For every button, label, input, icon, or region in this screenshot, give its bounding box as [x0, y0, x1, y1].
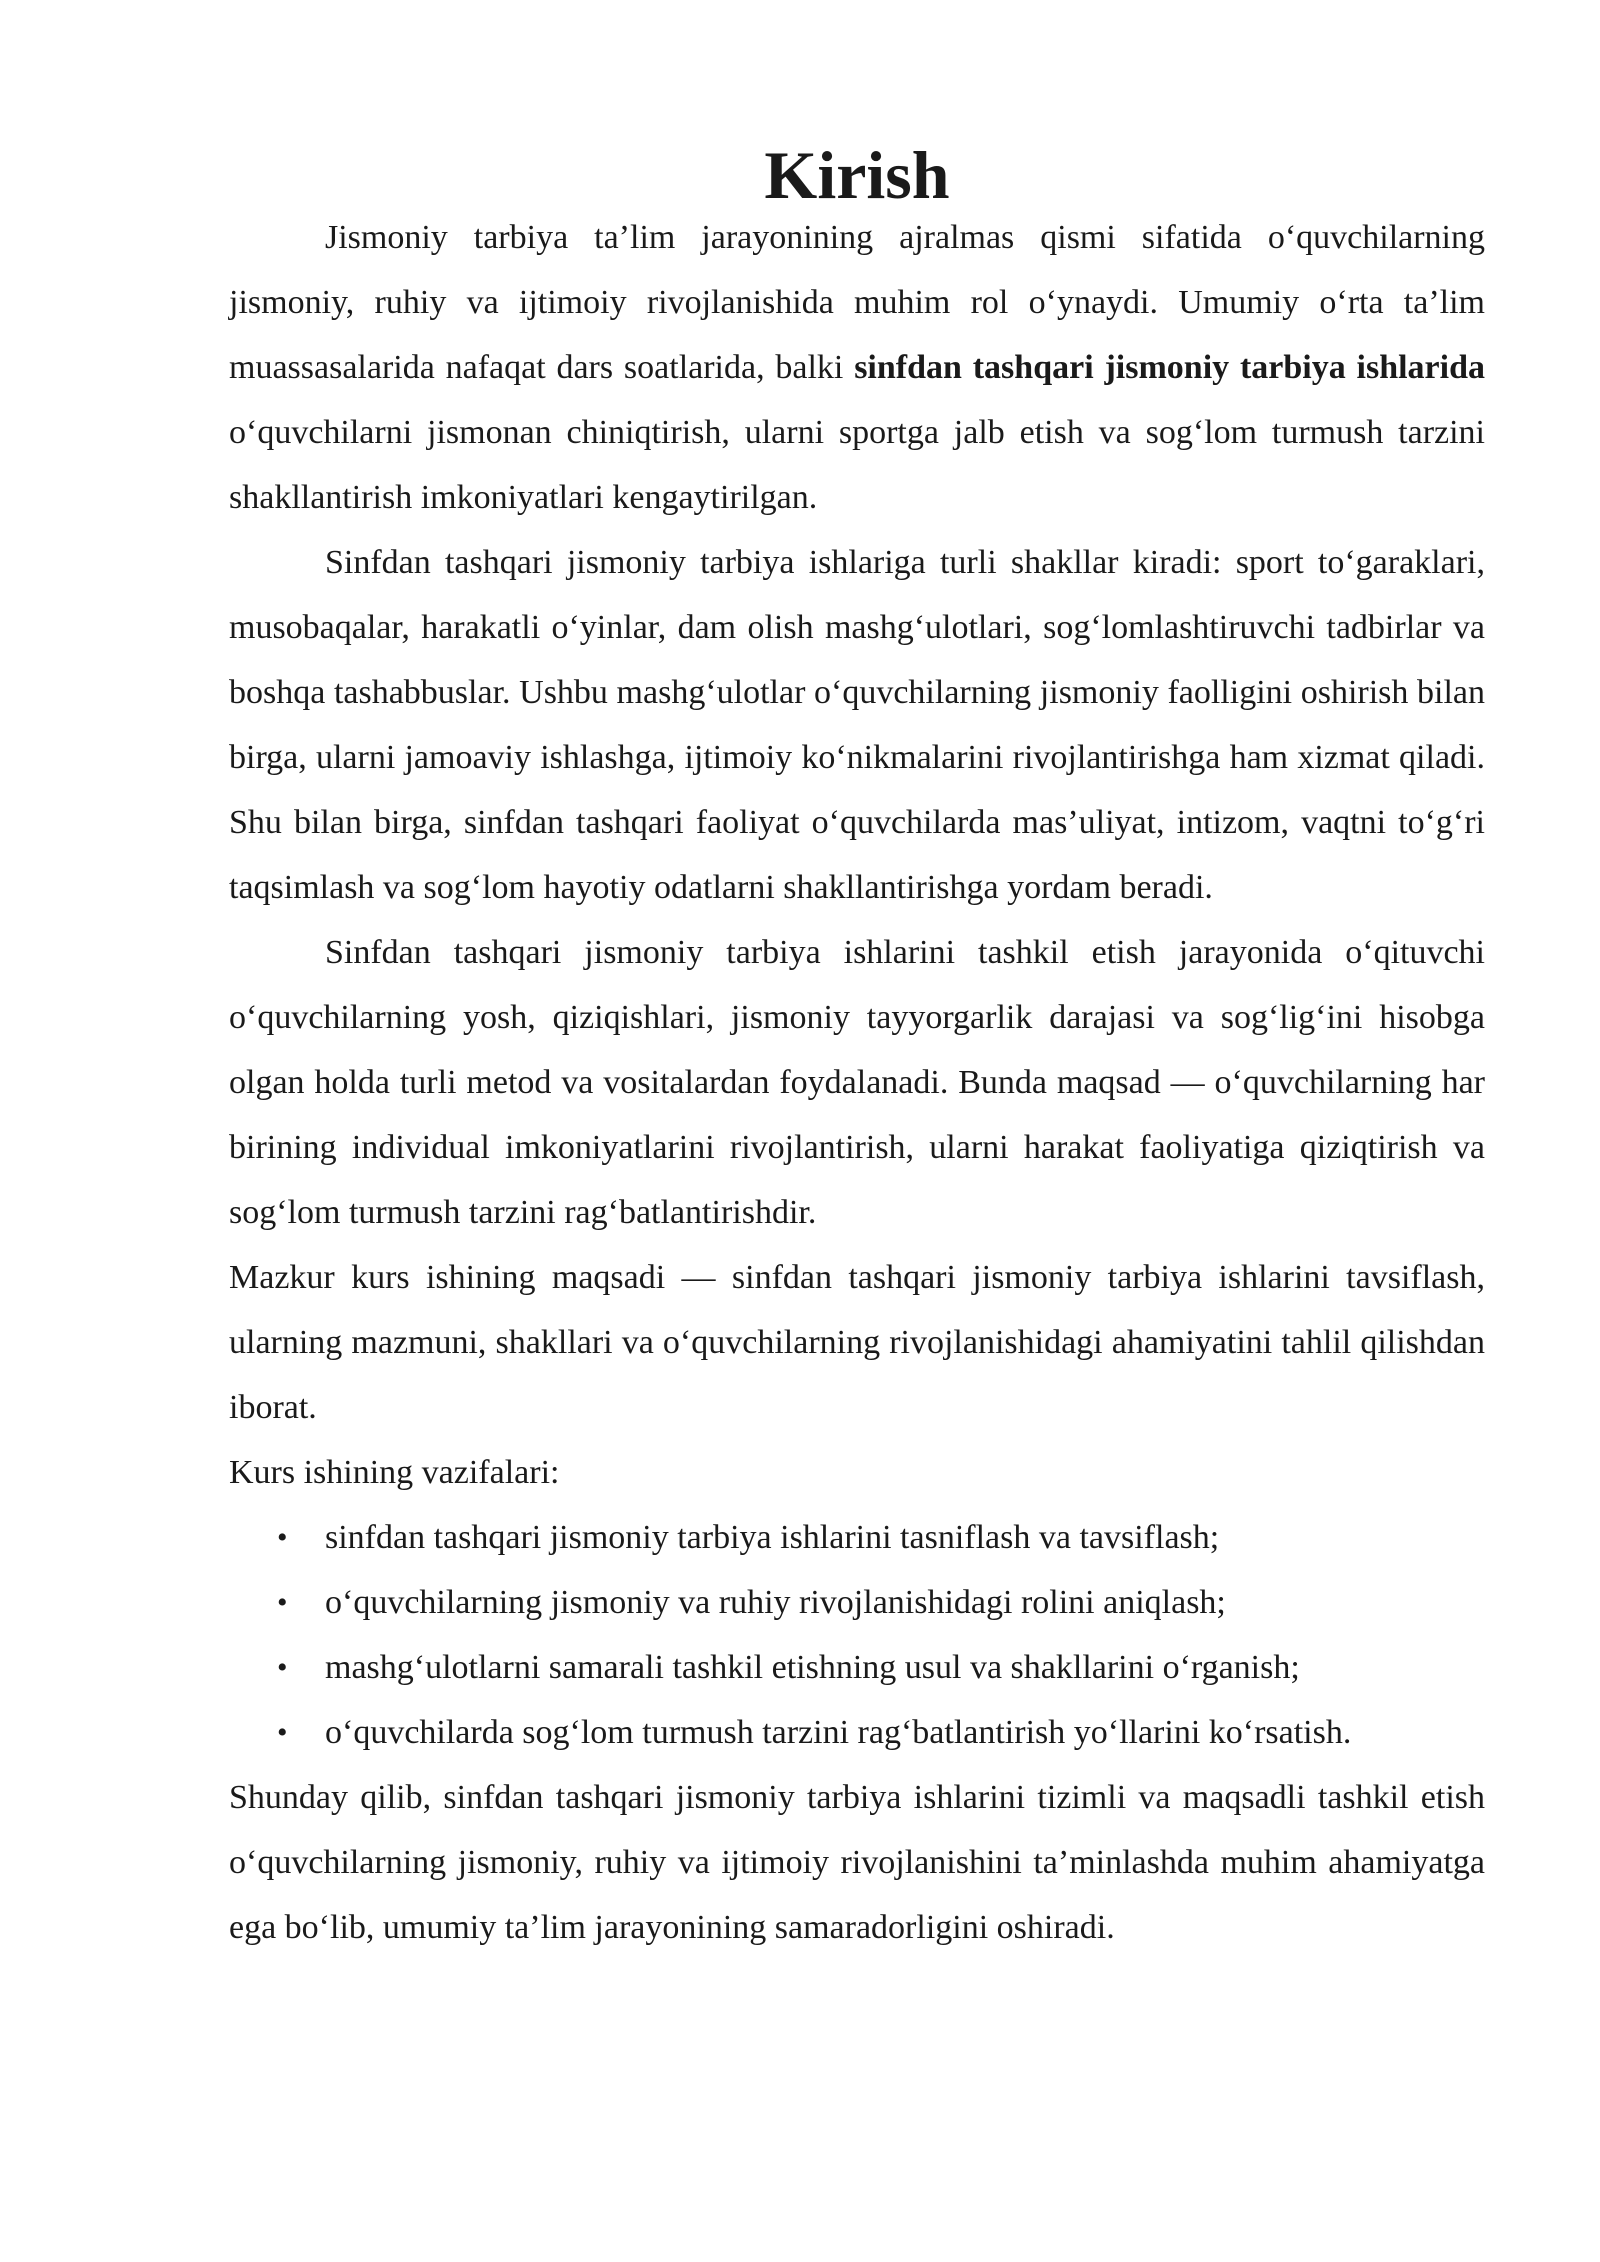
tasks-list: [229, 1505, 1485, 1765]
list-item-text: o‘quvchilarning jismoniy va ruhiy rivojlanishidagi rolini aniqlash;: [325, 1584, 1226, 1621]
bullet-icon: •: [277, 1586, 288, 1619]
tasks-heading: Kurs ishining vazifalari:: [229, 1454, 560, 1491]
list-item-text: o‘quvchilarda sog‘lom turmush tarzini rag‘batlantirish yo‘llarini ko‘rsatish.: [325, 1714, 1352, 1751]
bullet-icon: •: [277, 1521, 288, 1554]
list-item: [229, 1700, 1485, 1765]
paragraph-goal: Mazkur kurs ishining maqsadi — sinfdan tashqari jismoniy tarbiya ishlarini tavsiflash, ularning mazmuni, shakllari va o‘quvchilarning rivojlanishidagi ahamiyatini tahlil qilishdan iborat.: [229, 1259, 1485, 1426]
list-item-text: sinfdan tashqari jismoniy tarbiya ishlarini tasniflash va tavsiflash;: [325, 1519, 1220, 1556]
paragraph-intro-bold-term: sinfdan tashqari jismoniy tarbiya ishlarida: [854, 349, 1486, 386]
list-item: [229, 1505, 1485, 1570]
paragraph-intro: [229, 205, 1485, 530]
paragraph-forms: Sinfdan tashqari jismoniy tarbiya ishlariga turli shakllar kiradi: sport to‘garaklari, musobaqalar, harakatli o‘yinlar, dam olish mashg‘ulotlari, sog‘lomlashtiruvchi tadbirlar va boshqa tashabbuslar. Ushbu mashg‘ulotlar o‘quvchilarning jismoniy faolligini oshirish bilan birga, ularni jamoaviy ishlashga, ijtimoiy ko‘nikmalarini rivojlantirishga ham xizmat qiladi. Shu bilan birga, sinfdan tashqari faoliyat o‘quvchilarda mas’uliyat, intizom, vaqtni to‘g‘ri taqsimlash va sog‘lom hayotiy odatlarni shakllantirishga yordam beradi.: [229, 544, 1485, 906]
list-item: [229, 1635, 1485, 1700]
paragraph-conclusion: Shunday qilib, sinfdan tashqari jismoniy tarbiya ishlarini tizimli va maqsadli tashkil etish o‘quvchilarning jismoniy, ruhiy va ijtimoiy rivojlanishini ta’minlashda muhim ahamiyatga ega bo‘lib, umumiy ta’lim jarayonining samaradorligini oshiradi.: [229, 1779, 1485, 1946]
paragraph-intro-text-start: Jismoniy tarbiya ta’lim jarayonining ajralmas qismi sifatida o‘quvchilarning jismoniy, ruhiy va ijtimoiy rivojlanishida muhim rol o‘ynaydi. Umumiy o‘rta ta’lim muassasalarida nafaqat dars soatlarida, balki: [229, 219, 1485, 386]
bullet-icon: •: [277, 1716, 288, 1749]
list-item: [229, 1570, 1485, 1635]
bullet-icon: •: [277, 1651, 288, 1684]
list-item-text: mashg‘ulotlarni samarali tashkil etishning usul va shakllarini o‘rganish;: [325, 1649, 1300, 1686]
page-title: Kirish: [764, 137, 950, 213]
paragraph-intro-text-end: o‘quvchilarni jismonan chiniqtirish, ularni sportga jalb etish va sog‘lom turmush tarzini shakllantirish imkoniyatlari kengaytirilgan.: [229, 414, 1485, 516]
paragraph-organization: Sinfdan tashqari jismoniy tarbiya ishlarini tashkil etish jarayonida o‘qituvchi o‘quvchilarning yosh, qiziqishlari, jismoniy tayyorgarlik darajasi va sog‘lig‘ini hisobga olgan holda turli metod va vositalardan foydalanadi. Bunda maqsad — o‘quvchilarning har birining individual imkoniyatlarini rivojlantirish, ularni harakat faoliyatiga qiziqtirish va sog‘lom turmush tarzini rag‘batlantirishdir.: [229, 934, 1485, 1231]
document-body: [229, 137, 1486, 1960]
